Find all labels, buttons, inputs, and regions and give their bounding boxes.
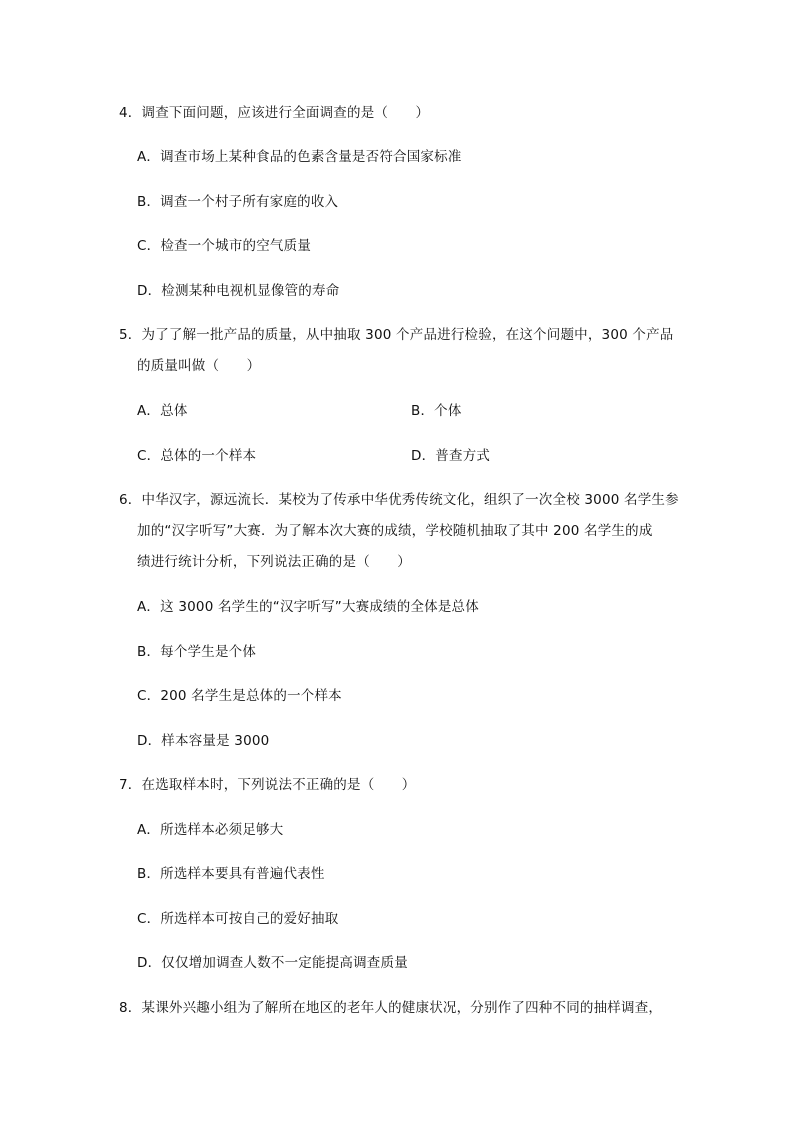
question-7-stem: 7．在选取样本时，下列说法不正确的是（ ） bbox=[119, 777, 416, 793]
question-7-option-d: D．仅仅增加调查人数不一定能提高调查质量 bbox=[137, 955, 408, 971]
question-7-option-c: C．所选样本可按自己的爱好抽取 bbox=[137, 911, 339, 927]
question-5-stem-line-2: 的质量叫做（ ） bbox=[137, 358, 261, 374]
question-4-option-b: B．调查一个村子所有家庭的收入 bbox=[137, 194, 339, 210]
question-8-stem: 8．某课外兴趣小组为了解所在地区的老年人的健康状况，分别作了四种不同的抽样调查， bbox=[119, 1000, 663, 1016]
question-7-option-b: B．所选样本要具有普遍代表性 bbox=[137, 866, 325, 882]
question-5-stem-line-1: 5．为了了解一批产品的质量，从中抽取 300 个产品进行检验，在这个问题中，300 个产品 bbox=[119, 327, 674, 343]
question-6-stem-line-1: 6．中华汉字，源远流长．某校为了传承中华优秀传统文化，组织了一次全校 3000 名学生参 bbox=[119, 492, 679, 508]
question-6-stem-line-2: 加的“汉字听写”大赛．为了解本次大赛的成绩，学校随机抽取了其中 200 名学生的成 bbox=[137, 523, 653, 539]
question-4-stem: 4．调查下面问题，应该进行全面调查的是（ ） bbox=[119, 105, 430, 121]
question-5-option-c: C．总体的一个样本 bbox=[137, 448, 257, 464]
question-6-option-a: A．这 3000 名学生的“汉字听写”大赛成绩的全体是总体 bbox=[137, 599, 479, 615]
question-6-option-c: C．200 名学生是总体的一个样本 bbox=[137, 688, 342, 704]
question-6-option-b: B．每个学生是个体 bbox=[137, 644, 257, 660]
question-7-option-a: A．所选样本必须足够大 bbox=[137, 822, 284, 838]
question-5-option-d: D．普查方式 bbox=[411, 448, 491, 464]
question-4-option-c: C．检查一个城市的空气质量 bbox=[137, 238, 312, 254]
question-5-option-a: A．总体 bbox=[137, 403, 188, 419]
question-4-option-d: D．检测某种电视机显像管的寿命 bbox=[137, 283, 340, 299]
question-6-option-d: D．样本容量是 3000 bbox=[137, 733, 270, 749]
question-5-option-b: B．个体 bbox=[411, 403, 462, 419]
question-6-stem-line-3: 绩进行统计分析，下列说法正确的是（ ） bbox=[137, 554, 411, 570]
question-4-option-a: A．调查市场上某种食品的色素含量是否符合国家标准 bbox=[137, 149, 462, 165]
